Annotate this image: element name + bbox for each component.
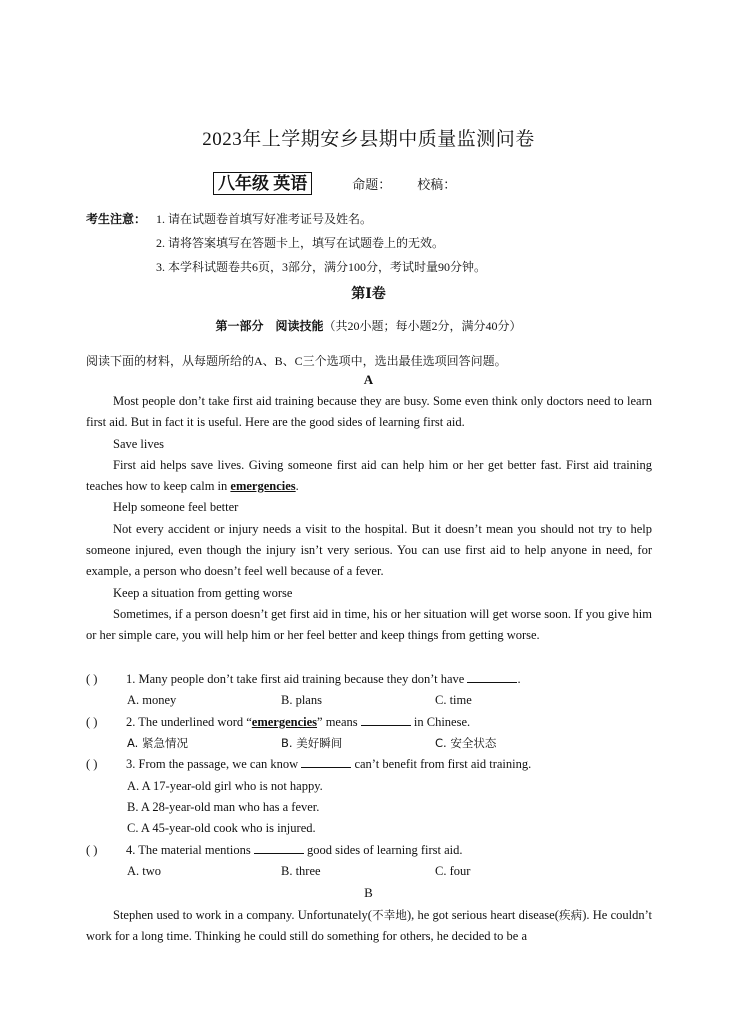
option-a: A. two — [127, 863, 162, 878]
passage-subheading: Help someone feel better — [113, 500, 239, 515]
part-detail: （共20小题；每小题2分，满分40分） — [323, 319, 522, 333]
option-b: B. A 28-year-old man who has a fever. — [127, 799, 320, 814]
option-a: A. 紧急情况 — [127, 736, 188, 751]
passage-subheading: Save lives — [113, 436, 165, 451]
option-c: C. 安全状态 — [435, 736, 497, 751]
answer-blank — [361, 713, 411, 726]
passage-paragraph: First aid helps save lives. Giving someone first aid can help him or her get better fast. First aid training teaches how to keep calm in emergencies. — [86, 457, 652, 494]
option-b: B. 美好瞬间 — [281, 736, 343, 751]
question-4: ( ) 4. The material mentions good sides of learning first aid. — [86, 839, 656, 860]
option-c: C. time — [435, 693, 472, 708]
option-a: A. A 17-year-old girl who is not happy. — [127, 778, 323, 793]
answer-paren[interactable]: ( ) — [86, 757, 98, 772]
volume-heading: 第Ⅰ卷 — [351, 287, 386, 302]
part-heading — [0, 317, 737, 334]
notice-item: 1. 请在试题卷首填写好准考证号及姓名。 — [156, 212, 373, 226]
part-name: 第一部分 阅读技能 — [215, 319, 324, 333]
passage-paragraph: Sometimes, if a person doesn’t get first aid in time, his or her situation will get worse soon. If you give him or her simple care, you will help him or her feel better and keep things from getting worse. — [86, 606, 652, 643]
section-b-label: B — [364, 885, 373, 900]
notice-item: 3. 本学科试题卷共6页，3部分，满分100分，考试时量90分钟。 — [156, 260, 487, 274]
author-label: 命题： — [352, 176, 392, 192]
passage-paragraph: Most people don’t take first aid training because they are busy. Some even think only doctors need to learn first aid. But in fact it is useful. Here are the good sides of learning first aid. — [86, 394, 652, 430]
exam-title: 2023年上学期安乡县期中质量监测问卷 — [202, 129, 535, 150]
option-c: C. A 45-year-old cook who is injured. — [127, 821, 316, 836]
option-c: C. four — [435, 863, 471, 878]
question-2: ( ) 2. The underlined word “emergencies” means in Chinese. — [86, 712, 656, 733]
reading-instruction: 阅读下面的材料，从每题所给的A、B、C三个选项中，选出最佳选项回答问题。 — [86, 354, 507, 368]
question-1-options — [86, 690, 656, 711]
passage-a — [86, 391, 652, 647]
answer-paren[interactable]: ( ) — [86, 714, 98, 729]
answer-blank — [254, 841, 304, 854]
answer-blank — [467, 670, 517, 683]
passage-paragraph: Stephen used to work in a company. Unfortunately(不幸地), he got serious heart disease(疾病). He couldn’t work for a long time. Thinking he could still do something for others, he decided to be a — [86, 908, 653, 944]
passage-b — [86, 905, 652, 948]
questions — [86, 669, 656, 882]
answer-paren[interactable]: ( ) — [86, 672, 98, 687]
passage-subheading: Keep a situation from getting worse — [113, 585, 293, 600]
subject-box: 八年级 英语 — [213, 172, 312, 195]
question-4-options — [86, 861, 656, 882]
section-a-label: A — [363, 372, 374, 387]
option-b: B. three — [281, 863, 321, 878]
answer-paren[interactable]: ( ) — [86, 842, 98, 857]
review-label: 校稿： — [417, 176, 457, 192]
passage-paragraph: Not every accident or injury needs a visit to the hospital. But it doesn’t mean you should not try to help someone injured, even though the injury isn’t very serious. You can use first aid to help anyone in need, for example, a person who doesn’t feel well because of a fever. — [86, 521, 652, 579]
underlined-word: emergencies — [230, 479, 296, 494]
question-3: ( ) 3. From the passage, we can know can’t benefit from first aid training. — [86, 754, 656, 775]
answer-blank — [301, 755, 351, 768]
option-b: B. plans — [281, 693, 322, 708]
subject-row — [213, 171, 456, 195]
question-2-options — [86, 733, 656, 754]
notice-label: 考生注意： — [86, 212, 147, 226]
question-1: ( ) 1. Many people don’t take first aid training because they don’t have . — [86, 669, 656, 690]
notice-item: 2. 请将答案填写在答题卡上，填写在试题卷上的无效。 — [156, 236, 445, 250]
candidate-notice — [86, 211, 686, 283]
underlined-word: emergencies — [251, 714, 318, 729]
option-a: A. money — [127, 693, 177, 708]
